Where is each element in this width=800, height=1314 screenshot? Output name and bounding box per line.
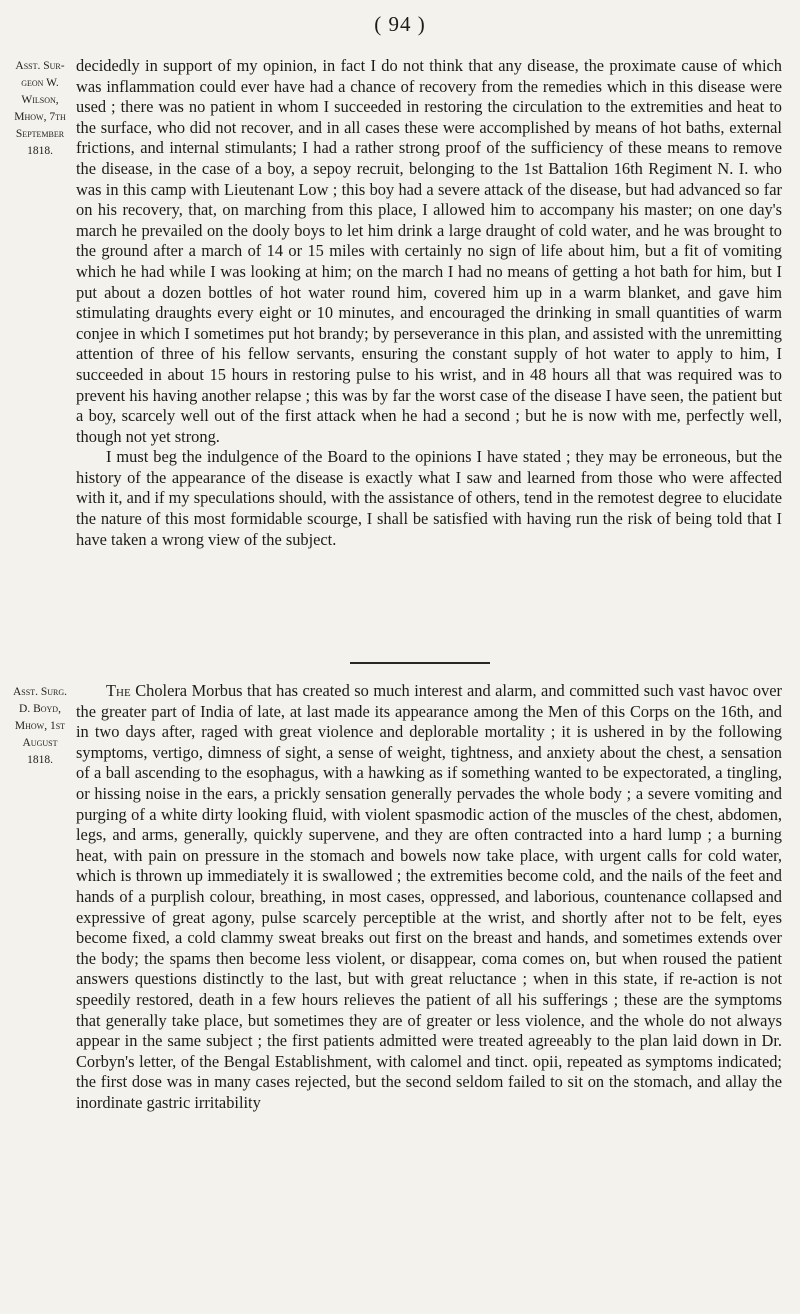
margin-note-line: September [15, 128, 65, 140]
margin-note-line: Asst. Sur- [15, 60, 65, 72]
margin-note-line: Mhow, 1st [14, 720, 66, 732]
body-paragraph [76, 681, 782, 1113]
margin-note-line: August [22, 737, 58, 749]
body-paragraph: I must beg the indulgence of the Board to the opinions I have stated ; they may be erroneous, but the history of the appearance of the disease is exactly what I saw and learned from those who were affected with it, and if my speculations should, with the assistance of others, tend in the remotest degree to elucidate the nature of this most formidable scourge, I shall be satisfied with having run the risk of being told that I have taken a wrong view of the subject. [76, 447, 782, 549]
margin-note-wilson [8, 58, 72, 160]
paragraph-text: Cholera Morbus that has created so much interest and alarm, and committed such vast havoc over the greater part of India of late, at last made its appearance among the Men of this Corps on the 16th, and in two days after, raged with great violence and deplorable mortality ; it is ushered in by the following symptoms, vertigo, dimness of sight, a sense of weight, tightness, and anxiety about the chest, a sensation of a ball ascending to the esophagus, with a hawking as if something wanted to be expectorated, a tingling, or hissing noise in the ears, a prickly sensation generally pervades the whole body ; a severe vomiting and purging of a white dirty looking fluid, with violent spasmodic action of the muscles of the chest, abdomen, legs, and arms, generally, quickly supervene, and they are often contracted into a hard lump ; a burning heat, with pain on pressure in the stomach and bowels now take place, with urgent calls for cold water, which is thrown up immediately it is swallowed ; the extremities become cold, and the nails of the feet and hands of a purplish colour, breathing, in most cases, oppressed, and laborious, countenance collapsed and expressive of great agony, pulse scarcely perceptible at the wrist, and shortly after not to be felt, eyes become fixed, a cold clammy sweat breaks out first on the breast and hands, and sometimes extends over the body; the spams then become less violent, or disappear, coma comes on, but when roused the patient answers questions distinctly to the last, but with great reluctance ; when in this state, if re-action is not speedily restored, death in a few hours relieves the patient of all his sufferings ; these are the symptoms that generally take place, but sometimes they are of greater or less violence, and the whole do not always appear in the same subject ; the first patients admitted were treated agreeably to the plan laid down in Dr. Corbyn's letter, of the Bengal Establishment, with calomel and tinct. opii, repeated as symptoms indicated; the first dose was in many cases rejected, but the second seldom failed to sit on the stomach, and allay the inordinate gastric irritability [76, 681, 782, 1112]
page-number: ( 94 ) [374, 12, 426, 36]
margin-note-line: 1818. [27, 754, 53, 766]
margin-note-line: 1818. [27, 145, 53, 157]
margin-note-line: geon W. [21, 77, 59, 89]
margin-note-line: Asst. Surg. [12, 686, 67, 698]
wilson-report-text [76, 56, 782, 550]
body-paragraph: decidedly in support of my opinion, in fact I do not think that any disease, the proximate cause of which was inflammation could ever have had a chance of recovery from the remedies which in this disease were used ; there was no patient in whom I succeeded in restoring the circulation to the extremities and heat to the surface, who did not recover, and in all cases these were accomplished by means of hot baths, external frictions, and internal stimulants; I had a rather strong proof of the sufficiency of these means to remove the disease, in the case of a boy, a sepoy recruit, belonging to the 1st Battalion 16th Regiment N. I. who was in this camp with Lieutenant Low ; this boy had a severe attack of the disease, but had advanced so far on his recovery, that, on marching from this place, I allowed him to accompany his master; on one day's march he prevailed on the dooly boys to let him drink a large draught of cold water, and he was brought to the ground after a march of 14 or 15 miles with certainly no sign of life about him, but a fit of vomiting which he had while I was looking at him; on the march I had no means of getting a hot bath for him, but I put about a dozen bottles of hot water round him, covered him up in a warm blanket, and gave him stimulating draughts every eight or 10 minutes, and encouraged the drinking in small quantities of warm conjee in which I sometimes put hot brandy; by perseverance in this plan, and assisted with the unremitting attention of three of his fellow servants, ensuring the constant supply of hot water to apply to him, I succeeded in about 15 hours in restoring pulse to his wrist, and in 48 hours all that was required was to prevent his having another relapse ; this was by far the worst case of the disease I have seen, the patient but a boy, scarcely well out of the first attack when he had a second ; but he is now with me, perfectly well, though not yet strong. [76, 56, 782, 446]
margin-note-line: Mhow, 7th [14, 111, 66, 123]
lead-word: The [106, 681, 131, 700]
margin-note-line: D. Boyd, [19, 703, 61, 715]
boyd-report-text [76, 681, 782, 1113]
margin-note-line: Wilson, [21, 94, 59, 106]
section-divider [350, 662, 490, 664]
margin-note-boyd [8, 684, 72, 769]
